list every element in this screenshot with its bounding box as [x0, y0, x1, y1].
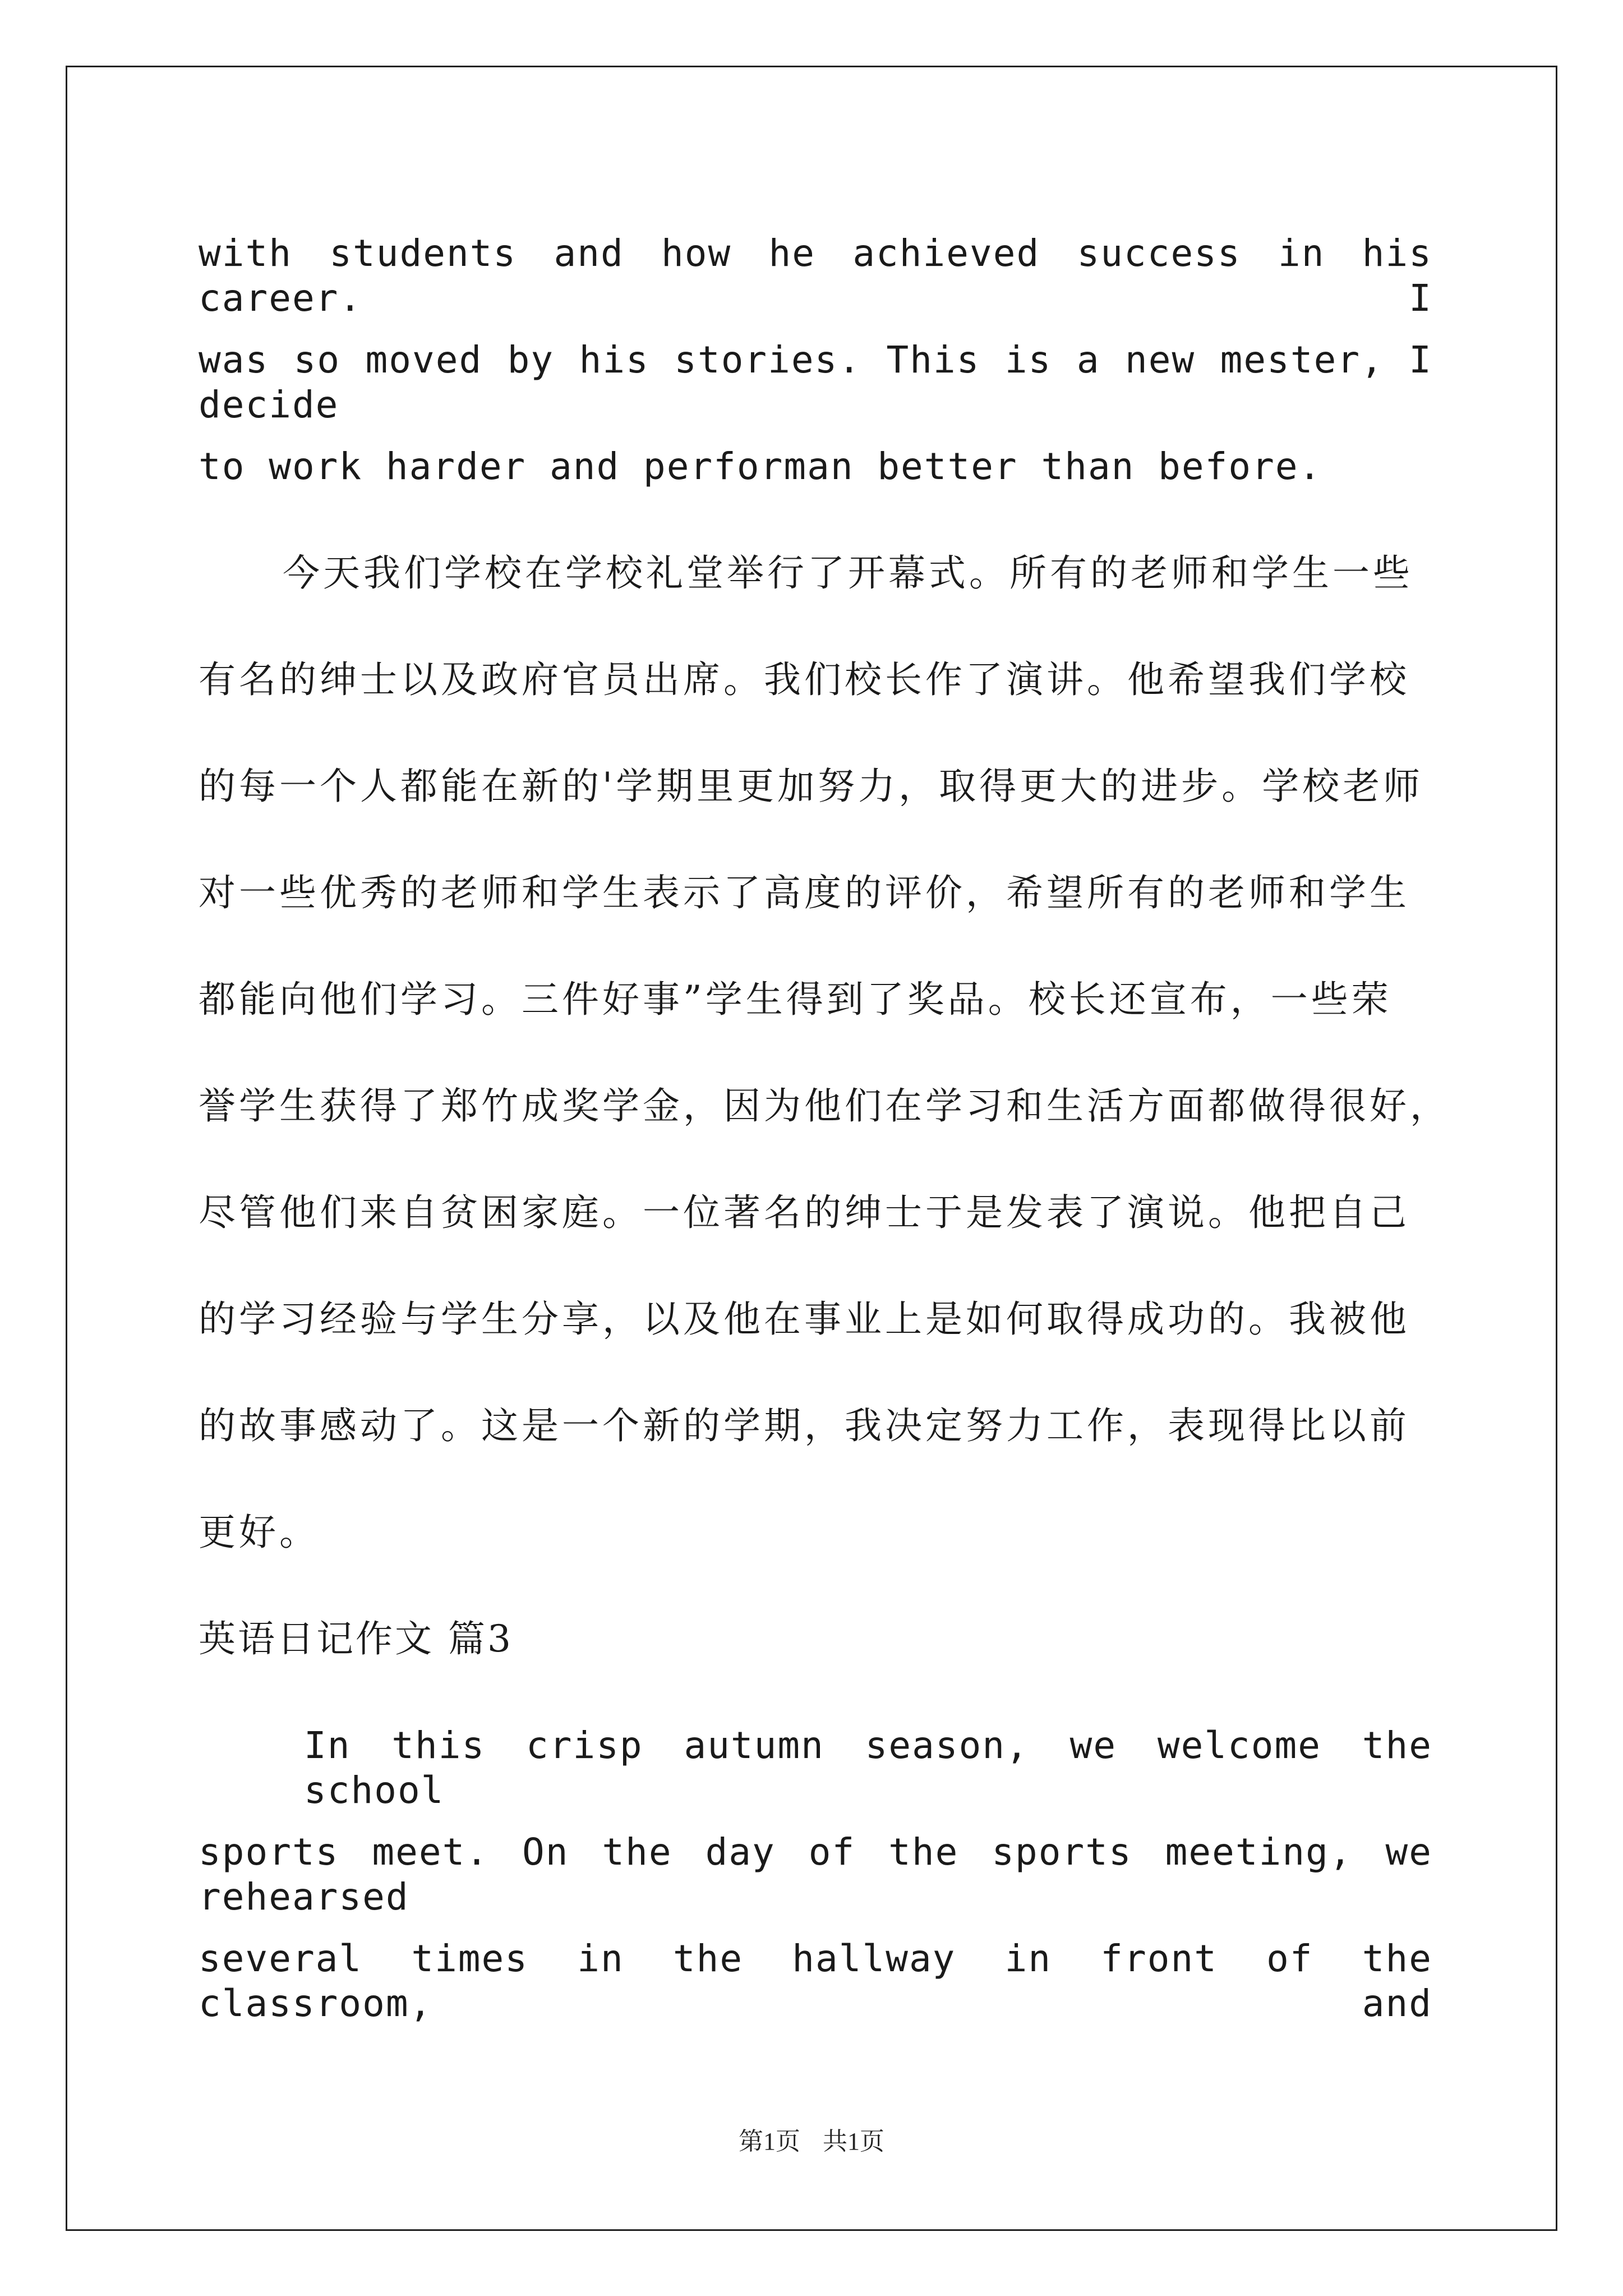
page-footer: [0, 2126, 1623, 2157]
text-line: 的每一个人都能在新的'学期里更加努力，取得更大的进步。学校老师: [199, 765, 1424, 808]
text-line: sports meet. On the day of the sports meeting, we rehearsed: [199, 1830, 1432, 1918]
text-line: several times in the hallway in front of the classroom, and: [199, 1937, 1432, 2025]
text-line: was so moved by his stories. This is a new mester, I decide: [199, 338, 1432, 426]
text-line: 对一些优秀的老师和学生表示了高度的评价，希望所有的老师和学生: [199, 871, 1410, 914]
text-line: 都能向他们学习。三件好事”学生得到了奖品。校长还宣布，一些荣: [199, 978, 1392, 1021]
text-line: with students and how he achieved success in his career. I: [199, 232, 1432, 320]
text-line: 的学习经验与学生分享，以及他在事业上是如何取得成功的。我被他: [199, 1297, 1410, 1341]
section-heading: 英语日记作文 篇3: [199, 1617, 513, 1660]
text-line: 尽管他们来自贫困家庭。一位著名的绅士于是发表了演说。他把自己: [199, 1191, 1410, 1234]
page-number-total: 共1页: [823, 2128, 884, 2155]
text-line: 誉学生获得了郑竹成奖学金，因为他们在学习和生活方面都做得很好，: [199, 1084, 1450, 1128]
text-line: 有名的绅士以及政府官员出席。我们校长作了演讲。他希望我们学校: [199, 658, 1410, 701]
text-line: 更好。: [199, 1511, 320, 1554]
text-line: In this crisp autumn season, we welcome the school: [304, 1724, 1432, 1812]
text-line: 今天我们学校在学校礼堂举行了开幕式。所有的老师和学生一些: [283, 551, 1413, 595]
page-number-current: 第1页: [739, 2128, 800, 2155]
text-line: 的故事感动了。这是一个新的学期，我决定努力工作，表现得比以前: [199, 1404, 1410, 1447]
text-line: to work harder and performan better than before.: [199, 445, 1322, 488]
